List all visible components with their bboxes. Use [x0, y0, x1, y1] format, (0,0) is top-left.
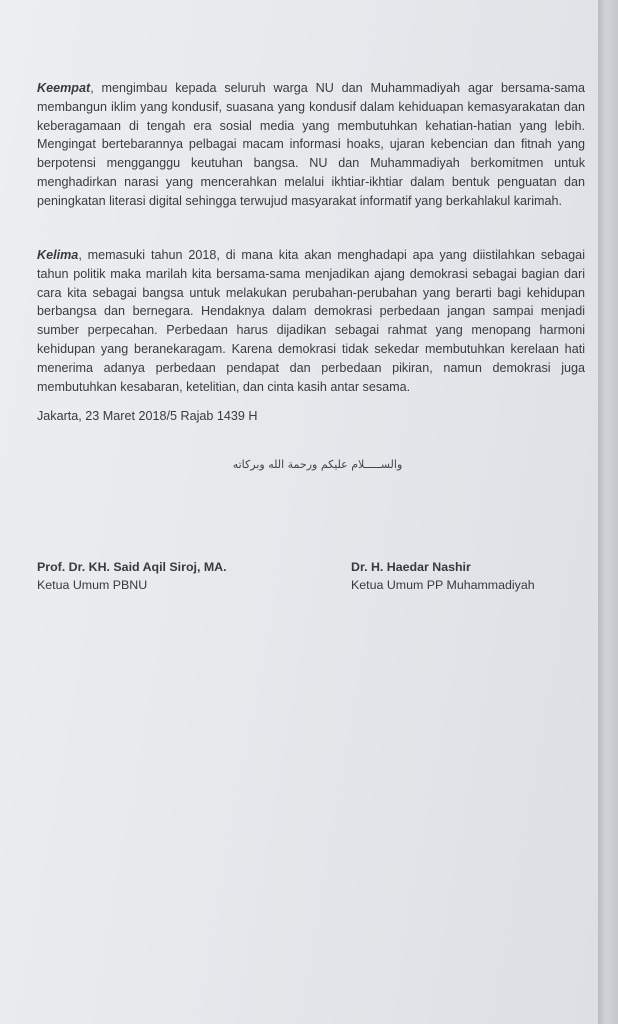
signatory-left-title: Ketua Umum PBNU: [37, 578, 148, 592]
signatory-right-name: Dr. H. Haedar Nashir: [351, 560, 471, 574]
closing-salam: والســـــلام عليكم ورحمة الله وبركاته: [232, 458, 403, 471]
paragraph-kelima-body: , memasuki tahun 2018, di mana kita akan menghadapi apa yang diistilahkan sebagai tahun politik maka marilah kita bersama-sama menjadikan ajang demokrasi sebagai bagian dari cara kita sebagai bangsa untuk melakukan perubahan-perubahan yang berarti bagi kehidupan berbangsa dan bernegara. Hendaknya dalam demokrasi perbedaan jangan sampai menjadi sumber perpecahan. Perbedaan harus dijadikan sebagai rahmat yang menopang harmoni kehidupan yang beranekaragam. Karena demokrasi tidak sekedar membutuhkan kerelaan hati menerima adanya perbedaan pendapat dan perbedaan pikiran, namun demokrasi juga membutuhkan kesabaran, ketelitian, dan cinta kasih antar sesama.: [37, 248, 585, 394]
paragraph-kelima: [37, 246, 585, 396]
paragraph-keempat: [37, 79, 585, 211]
signatory-left-name: Prof. Dr. KH. Said Aqil Siroj, MA.: [37, 560, 227, 574]
paragraph-keempat-body: , mengimbau kepada seluruh warga NU dan Muhammadiyah agar bersama-sama membangun iklim yang kondusif, suasana yang kondusif dalam kehiduapan kemasyarakatan dan keberagamaan di tengah era sosial media yang membutuhkan kehatian-hatian yang lebih. Mengingat bertebarannya pelbagai macam informasi hoaks, ujaran kebencian dan fitnah yang berpotensi mengganggu keutuhan bangsa. NU dan Muhammadiyah berkomitmen untuk menghadirkan narasi yang mencerahkan melalui ikhtiar-ikhtiar dalam bentuk penguatan dan peningkatan literasi digital sehingga terwujud masyarakat informatif yang berkahlakul karimah.: [37, 81, 585, 208]
place-date: Jakarta, 23 Maret 2018/5 Rajab 1439 H: [37, 409, 258, 423]
page-edge: [598, 0, 618, 1024]
paragraph-keempat-lead: Keempat: [37, 81, 91, 95]
paragraph-kelima-lead: Kelima: [37, 248, 79, 262]
signatory-right-title: Ketua Umum PP Muhammadiyah: [351, 578, 535, 592]
